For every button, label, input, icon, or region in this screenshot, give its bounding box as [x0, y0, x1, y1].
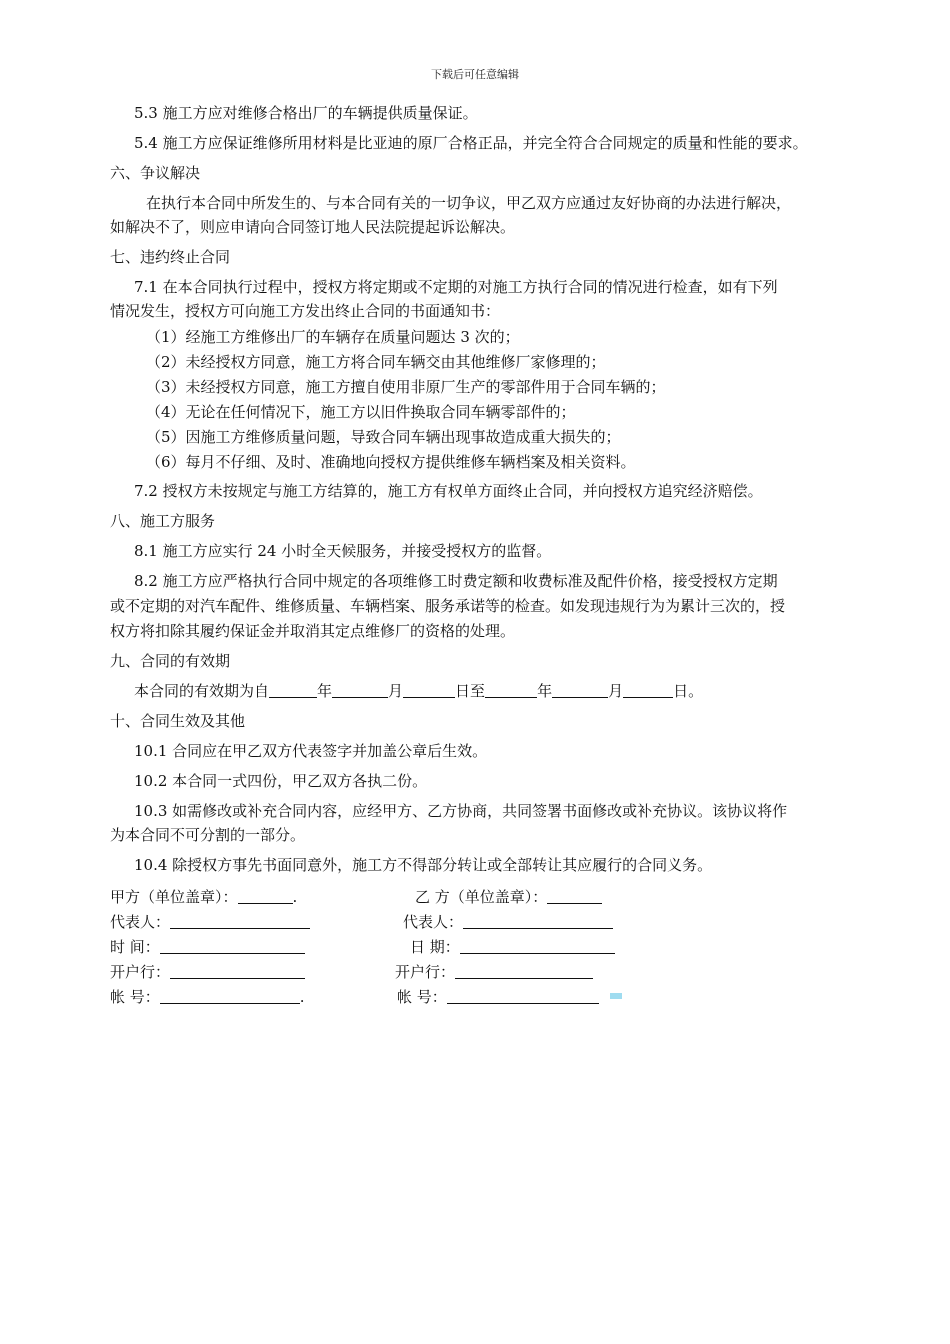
list-item-4: （4）无论在任何情况下，施工方以旧件换取合同车辆零部件的； [146, 403, 576, 421]
list-item-2: （2）未经授权方同意，施工方将合同车辆交由其他维修厂家修理的； [146, 353, 606, 371]
party-a-rep-line [110, 912, 310, 932]
party-b-seal-line [415, 887, 602, 907]
clause-5-4: 5.4 施工方应保证维修所用材料是比亚迪的原厂合格正品，并完全符合合同规定的质量和性能的要求。 [134, 134, 808, 152]
clause-10-4: 10.4 除授权方事先书面同意外，施工方不得部分转让或全部转让其应履行的合同义务。 [134, 856, 713, 874]
blank-end-month [552, 683, 608, 698]
party-b-date-label: 日 期： [410, 938, 460, 956]
validity-prefix: 本合同的有效期为自 [134, 682, 270, 700]
party-a-bank-line [110, 962, 305, 982]
clause-10-3-line2: 为本合同不可分割的一部分。 [110, 826, 306, 844]
party-a-account-line: 帐 号： . [110, 988, 305, 1006]
party-a-bank-blank [170, 964, 305, 979]
party-a-bank-label: 开户行： [110, 963, 171, 981]
party-b-rep-line [403, 912, 613, 932]
clause-8-1: 8.1 施工方应实行 24 小时全天候服务，并接受授权方的监督。 [134, 542, 552, 560]
blank-start-day [403, 683, 455, 698]
page-header: 下载后可任意编辑 [431, 68, 519, 81]
party-a-rep-blank [170, 914, 310, 929]
clause-8-2-line2: 或不定期的对汽车配件、维修质量、车辆档案、服务承诺等的检查。如发现违规行为为累计三次的，授 [110, 597, 786, 615]
party-b-account-blank [447, 989, 599, 1004]
party-b-bank-label: 开户行： [395, 963, 456, 981]
party-b-blank [547, 889, 602, 904]
label-month: 月 [388, 682, 404, 700]
clause-10-3-line1: 10.3 如需修改或补充合同内容，应经甲方、乙方协商，共同签署书面修改或补充协议。该协议将作 [134, 802, 788, 820]
party-a-label: 甲方（单位盖章）： [110, 888, 238, 906]
label-year: 年 [317, 682, 333, 700]
paragraph-6-line1: 在执行本合同中所发生的、与本合同有关的一切争议，甲乙双方应通过友好协商的办法进行解决， [146, 194, 792, 212]
list-item-5: （5）因施工方维修质量问题，导致合同车辆出现事故造成重大损失的； [146, 428, 621, 446]
party-a-account-label: 帐 号： [110, 988, 160, 1006]
clause-10-1: 10.1 合同应在甲乙双方代表签字并加盖公章后生效。 [134, 742, 488, 760]
section-heading-9: 九、合同的有效期 [110, 652, 231, 670]
list-item-1: （1）经施工方维修出厂的车辆存在质量问题达 3 次的； [146, 328, 520, 346]
party-a-rep-label: 代表人： [110, 913, 171, 931]
label-day-end: 日。 [673, 682, 704, 700]
blank-start-month [332, 683, 388, 698]
party-a-time-line [110, 937, 305, 957]
clause-10-2: 10.2 本合同一式四份，甲乙双方各执二份。 [134, 772, 428, 790]
selection-highlight-mark [610, 993, 622, 999]
label-day-to: 日至 [455, 682, 486, 700]
clause-7-1-line1: 7.1 在本合同执行过程中，授权方将定期或不定期的对施工方执行合同的情况进行检查，如有下列 [134, 278, 778, 296]
list-item-6: （6）每月不仔细、及时、准确地向授权方提供维修车辆档案及相关资料。 [146, 453, 636, 471]
party-b-bank-line [395, 962, 593, 982]
party-b-account-line [397, 987, 599, 1007]
party-a-time-label: 时 间： [110, 938, 160, 956]
section-heading-8: 八、施工方服务 [110, 512, 216, 530]
party-b-label: 乙 方（单位盖章）： [415, 888, 548, 906]
clause-8-2-line1: 8.2 施工方应严格执行合同中规定的各项维修工时费定额和收费标准及配件价格，接受授权方定期 [134, 572, 778, 590]
section-heading-7: 七、违约终止合同 [110, 248, 231, 266]
party-a-seal-line: 甲方（单位盖章）： . [110, 888, 298, 906]
party-b-rep-blank [463, 914, 613, 929]
blank-end-year [485, 683, 537, 698]
party-b-bank-blank [455, 964, 593, 979]
section-heading-6: 六、争议解决 [110, 164, 201, 182]
clause-8-2-line3: 权方将扣除其履约保证金并取消其定点维修厂的资格的处理。 [110, 622, 516, 640]
validity-period-line [134, 678, 894, 704]
party-a-blank [238, 889, 293, 904]
label-year-2: 年 [537, 682, 553, 700]
section-heading-10: 十、合同生效及其他 [110, 712, 246, 730]
party-b-date-blank [460, 939, 615, 954]
party-a-account-blank [160, 989, 300, 1004]
blank-end-day [623, 683, 673, 698]
paragraph-6-line2: 如解决不了，则应申请向合同签订地人民法院提起诉讼解决。 [110, 218, 516, 236]
clause-5-3: 5.3 施工方应对维修合格出厂的车辆提供质量保证。 [134, 104, 478, 122]
party-b-rep-label: 代表人： [403, 913, 464, 931]
clause-7-2: 7.2 授权方未按规定与施工方结算的，施工方有权单方面终止合同，并向授权方追究经济赔偿。 [134, 482, 763, 500]
clause-7-1-line2: 情况发生，授权方可向施工方发出终止合同的书面通知书： [110, 302, 501, 320]
label-month-2: 月 [608, 682, 624, 700]
party-b-date-line [410, 937, 615, 957]
blank-start-year [269, 683, 317, 698]
party-b-account-label: 帐 号： [397, 988, 447, 1006]
party-a-time-blank [160, 939, 305, 954]
list-item-3: （3）未经授权方同意，施工方擅自使用非原厂生产的零部件用于合同车辆的； [146, 378, 666, 396]
